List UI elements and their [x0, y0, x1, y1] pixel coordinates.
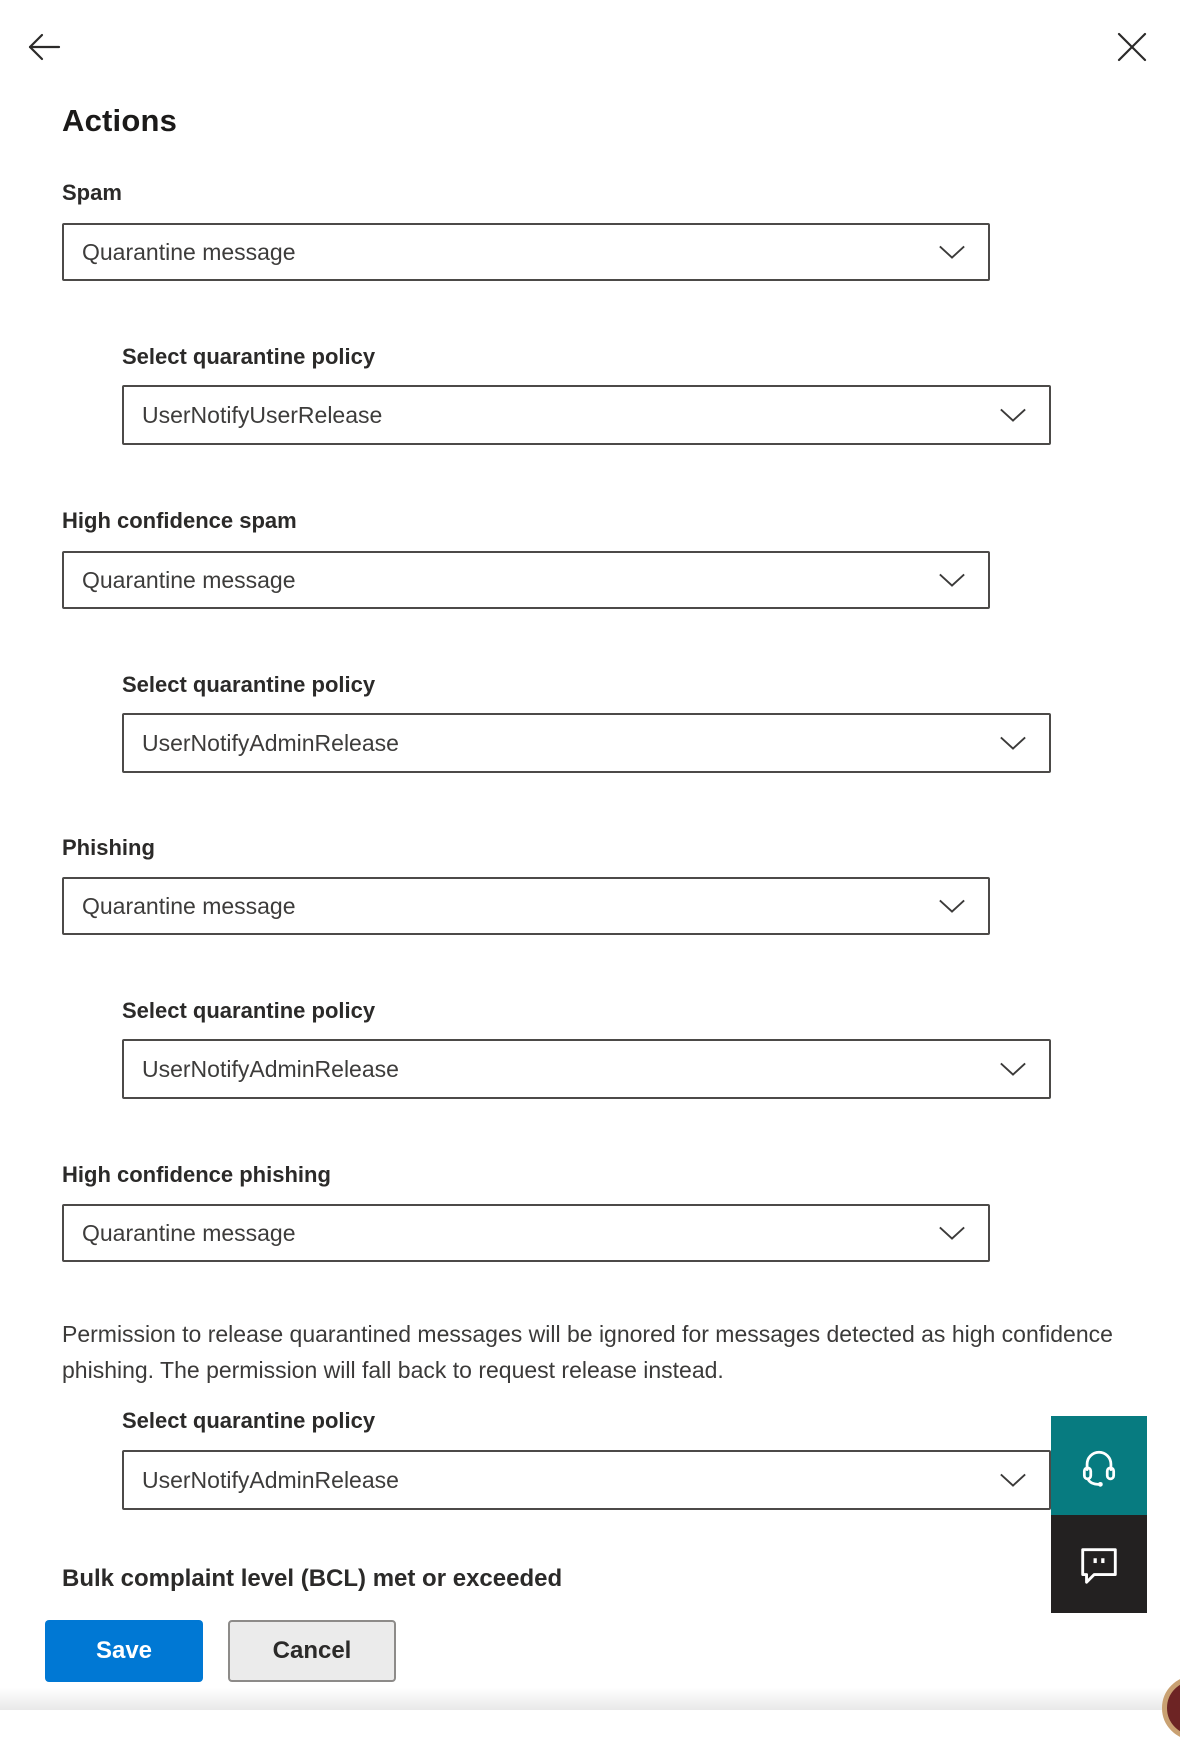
- spam-action-dropdown[interactable]: [62, 223, 990, 281]
- close-button[interactable]: [1112, 28, 1152, 66]
- help-button[interactable]: [1051, 1416, 1147, 1515]
- chevron-down-icon: [999, 1061, 1027, 1077]
- high-confidence-spam-quarantine-policy-value: UserNotifyAdminRelease: [142, 729, 399, 756]
- section-label-phishing: Phishing: [62, 835, 155, 860]
- close-icon: [1117, 32, 1147, 62]
- chevron-down-icon: [999, 735, 1027, 751]
- spam-quarantine-policy-value: UserNotifyUserRelease: [142, 401, 383, 428]
- footer-fade: [0, 1688, 1180, 1710]
- high-confidence-phishing-note: Permission to release quarantined messages will be ignored for messages detected as high confidence phishing. The permission will fall back to request release instead.: [62, 1321, 1113, 1383]
- chevron-down-icon: [999, 1472, 1027, 1488]
- chevron-down-icon: [938, 898, 966, 914]
- chevron-down-icon: [938, 244, 966, 260]
- feedback-button[interactable]: [1051, 1515, 1147, 1613]
- high-confidence-phishing-action-dropdown[interactable]: [62, 1204, 990, 1262]
- section-label-bulk-complaint-level: Bulk complaint level (BCL) met or exceeded: [62, 1565, 563, 1592]
- quarantine-policy-label: Select quarantine policy: [122, 344, 376, 369]
- high-confidence-spam-action-value: Quarantine message: [82, 566, 296, 593]
- section-label-high-confidence-spam: High confidence spam: [62, 508, 297, 533]
- cancel-button[interactable]: Cancel: [228, 1620, 396, 1682]
- phishing-quarantine-policy-value: UserNotifyAdminRelease: [142, 1055, 399, 1082]
- chat-bubble-icon: [1076, 1541, 1122, 1587]
- phishing-action-value: Quarantine message: [82, 892, 296, 919]
- phishing-action-dropdown[interactable]: [62, 877, 990, 935]
- high-confidence-phishing-quarantine-policy-dropdown[interactable]: [122, 1450, 1051, 1510]
- section-label-high-confidence-phishing: High confidence phishing: [62, 1162, 331, 1187]
- high-confidence-phishing-action-value: Quarantine message: [82, 1219, 296, 1246]
- headset-icon: [1077, 1443, 1121, 1489]
- high-confidence-phishing-quarantine-policy-value: UserNotifyAdminRelease: [142, 1466, 399, 1493]
- chevron-down-icon: [938, 572, 966, 588]
- spam-action-value: Quarantine message: [82, 238, 296, 265]
- chevron-down-icon: [938, 1225, 966, 1241]
- arrow-left-icon: [26, 31, 62, 63]
- chevron-down-icon: [999, 407, 1027, 423]
- page-title: Actions: [62, 103, 178, 138]
- section-label-spam: Spam: [62, 180, 122, 205]
- quarantine-policy-label: Select quarantine policy: [122, 672, 376, 697]
- back-button[interactable]: [24, 28, 64, 66]
- quarantine-policy-label: Select quarantine policy: [122, 998, 376, 1023]
- phishing-quarantine-policy-dropdown[interactable]: [122, 1039, 1051, 1099]
- quarantine-policy-label: Select quarantine policy: [122, 1408, 376, 1433]
- high-confidence-spam-quarantine-policy-dropdown[interactable]: [122, 713, 1051, 773]
- save-button[interactable]: Save: [45, 1620, 203, 1682]
- high-confidence-spam-action-dropdown[interactable]: [62, 551, 990, 609]
- spam-quarantine-policy-dropdown[interactable]: [122, 385, 1051, 445]
